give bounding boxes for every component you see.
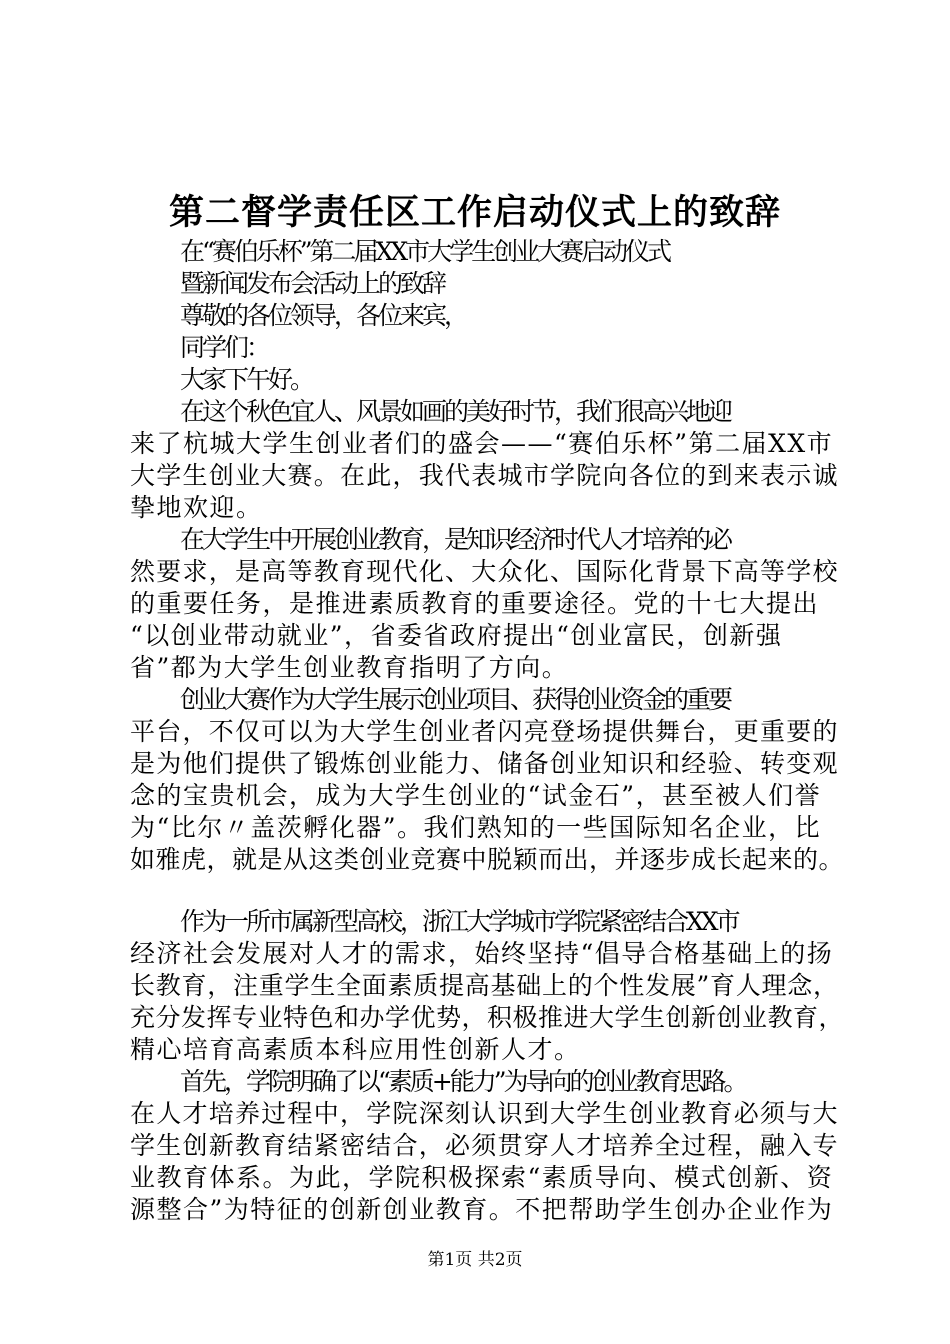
body-line: 是为他们提供了锻炼创业能力、储备创业知识和经验、转变观 xyxy=(130,749,839,778)
body-line: 挚地欢迎。 xyxy=(130,493,263,522)
body-line: 念的宝贵机会，成为大学生创业的“试金石”，甚至被人们誉 xyxy=(130,781,822,810)
body-line: 经济社会发展对人才的需求，始终坚持“倡导合格基础上的扬 xyxy=(130,939,834,968)
body-line: 首先，学院明确了以“素质+能力”为导向的创业教育思路。 xyxy=(180,1067,746,1096)
body-line: 暨新闻发布会活动上的致辞 xyxy=(180,269,445,298)
body-line: 创业大赛作为大学生展示创业项目、获得创业资金的重要 xyxy=(180,685,731,714)
body-line: 在人才培养过程中，学院深刻认识到大学生创业教育必须与大 xyxy=(130,1099,839,1128)
body-line: 大学生创业大赛。在此，我代表城市学院向各位的到来表示诚 xyxy=(130,461,839,490)
body-line: 如雅虎，就是从这类创业竞赛中脱颖而出，并逐步成长起来的。 xyxy=(130,845,845,874)
body-line: “以创业带动就业”，省委省政府提出“创业富民，创新强 xyxy=(130,621,783,650)
body-line: 省”都为大学生创业教育指明了方向。 xyxy=(130,653,569,682)
body-line: 作为一所市属新型高校，浙江大学城市学院紧密结合XX市 xyxy=(180,907,738,936)
body-line: 在“赛伯乐杯”第二届XX市大学生创业大赛启动仪式 xyxy=(180,237,670,266)
body-line: 在这个秋色宜人、风景如画的美好时节，我们很高兴地迎 xyxy=(180,397,731,426)
body-line: 在大学生中开展创业教育，是知识经济时代人才培养的必 xyxy=(180,525,731,554)
body-line: 源整合”为特征的创新创业教育。不把帮助学生创办企业作为 xyxy=(130,1195,834,1224)
page-number: 第1页 共2页 xyxy=(427,1250,523,1270)
body-line: 充分发挥专业特色和办学优势，积极推进大学生创新创业教育， xyxy=(130,1003,845,1032)
body-line: 学生创新教育结紧密结合，必须贯穿人才培养全过程，融入专 xyxy=(130,1131,839,1160)
body-line: 大家下午好。 xyxy=(180,365,313,394)
body-line: 尊敬的各位领导，各位来宾， xyxy=(180,301,467,330)
body-line: 同学们： xyxy=(180,333,269,362)
body-line: 精心培育高素质本科应用性创新人才。 xyxy=(130,1035,581,1064)
body-line: 来了杭城大学生创业者们的盛会——“赛伯乐杯”第二届XX市 xyxy=(130,429,834,458)
body-line: 业教育体系。为此，学院积极探索“素质导向、模式创新、资 xyxy=(130,1163,834,1192)
document-title: 第二督学责任区工作启动仪式上的致辞 xyxy=(168,193,781,233)
body-line: 平台，不仅可以为大学生创业者闪亮登场提供舞台，更重要的 xyxy=(130,717,839,746)
body-line: 然要求，是高等教育现代化、大众化、国际化背景下高等学校 xyxy=(130,557,839,586)
body-line: 为“比尔〃盖茨孵化器”。我们熟知的一些国际知名企业，比 xyxy=(130,813,822,842)
body-line: 的重要任务，是推进素质教育的重要途径。党的十七大提出 xyxy=(130,589,820,618)
body-line: 长教育，注重学生全面素质提高基础上的个性发展”育人理念， xyxy=(130,971,839,1000)
